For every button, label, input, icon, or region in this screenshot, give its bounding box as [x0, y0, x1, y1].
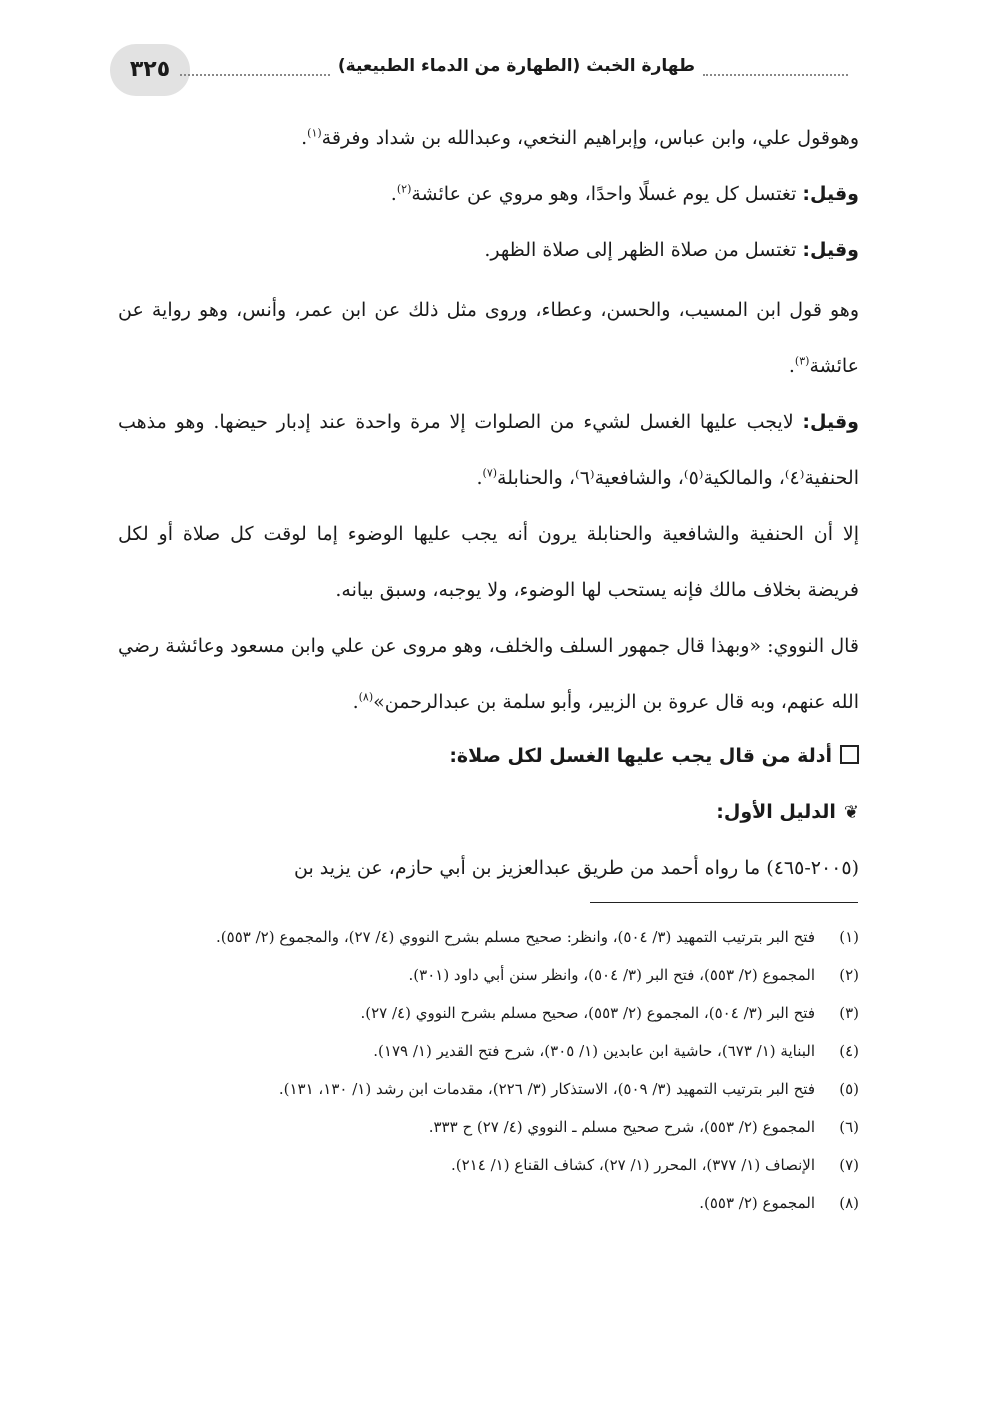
punct: .	[476, 467, 483, 489]
footnote-text: المجموع (٢/ ٥٥٣).	[699, 1194, 815, 1212]
footnote-number: (٤)	[839, 1042, 859, 1060]
paragraph-2	[118, 166, 859, 222]
footnote-number: (٥)	[839, 1080, 859, 1098]
footnote-5	[115, 1074, 859, 1104]
footnote-2	[115, 960, 859, 990]
paragraph-text: لايجب عليها الغسل لشيء من الصلوات إلا مرة واحدة عند إدبار حيضها. وهو مذهب الحنفية⁽٤⁾، والمالكية⁽٥⁾، والشافعية⁽٦⁾، والحنابلة	[118, 411, 859, 489]
footnote-number: (٨)	[839, 1194, 859, 1212]
paragraph-4	[118, 282, 859, 394]
footnote-8	[115, 1188, 859, 1218]
square-outline-icon	[840, 745, 859, 764]
section-heading	[118, 728, 859, 784]
header-dots-left	[180, 74, 330, 76]
paragraph-lead: وقيل:	[802, 183, 859, 205]
paragraph-text: قال النووي: «وبهذا قال جمهور السلف والخلف، وهو مروى عن علي وابن مسعود وعائشة رضي الله عنهم، وبه قال عروة بن الزبير، وأبو سلمة بن عبدالرحمن»	[118, 635, 859, 713]
footnote-text: فتح البر بترتيب التمهيد (٣/ ٥٠٩)، الاستذكار (٣/ ٢٢٦)، مقدمات ابن رشد (١/ ١٣٠، ١٣١).	[278, 1080, 815, 1098]
footnote-text: المجموع (٢/ ٥٥٣)، شرح صحيح مسلم ـ النووي (٤/ ٢٧) ح ٣٣٣.	[428, 1118, 815, 1136]
punct: .	[352, 691, 359, 713]
running-title-text: طهارة الخبث (الطهارة من الدماء الطبيعية)	[330, 56, 703, 76]
footnote-number: (١)	[839, 928, 859, 946]
footnote-text: الإنصاف (١/ ٣٧٧)، المحرر (١/ ٢٧)، كشاف القناع (١/ ٢١٤).	[451, 1156, 815, 1174]
footnote-text: فتح البر (٣/ ٥٠٤)، المجموع (٢/ ٥٥٣)، صحيح مسلم بشرح النووي (٤/ ٢٧).	[360, 1004, 815, 1022]
footnote-6	[115, 1112, 859, 1142]
footnote-3	[115, 998, 859, 1028]
footnote-ref[interactable]: (١)	[307, 126, 322, 140]
paragraph-text: إلا أن الحنفية والشافعية والحنابلة يرون أنه يجب عليها الوضوء إما لوقت كل صلاة أو لكل فريضة بخلاف مالك فإنه يستحب لها الوضوء، ولا يوجبه، وسبق بيانه.	[118, 523, 859, 601]
footnote-number: (٧)	[839, 1156, 859, 1174]
sub-heading	[118, 784, 859, 841]
paragraph-text: وهو قول ابن المسيب، والحسن، وعطاء، وروى مثل ذلك عن ابن عمر، وأنس، وهو رواية عن عائشة	[118, 299, 859, 377]
paragraph-last	[118, 840, 859, 896]
paragraph-1	[118, 110, 859, 166]
paragraph-text: تغتسل من صلاة الظهر إلى صلاة الظهر.	[484, 239, 803, 261]
punct: .	[301, 127, 308, 149]
leaf-icon: ❦	[843, 802, 859, 823]
paragraph-7	[118, 618, 859, 730]
footnote-ref[interactable]: (٧)	[482, 466, 498, 480]
footnote-text: المجموع (٢/ ٥٥٣)، فتح البر (٣/ ٥٠٤)، وانظر سنن أبي داود (٣٠١).	[408, 966, 815, 984]
paragraph-text: (٢٠٠٥-٤٦٥) ما رواه أحمد من طريق عبدالعزيز بن أبي حازم، عن يزيد بن	[294, 857, 859, 879]
paragraph-text: وهوقول علي، وابن عباس، وإبراهيم النخعي، وعبدالله بن شداد وفرقة	[321, 127, 859, 149]
page-number: ٣٢٥	[110, 44, 190, 96]
footnote-number: (٢)	[839, 966, 859, 984]
footnotes	[115, 922, 859, 1226]
header-dots-right	[703, 74, 848, 76]
footnote-text: فتح البر بترتيب التمهيد (٣/ ٥٠٤)، وانظر: صحيح مسلم بشرح النووي (٤/ ٢٧)، والمجموع (٢/ ٥٥٣).	[216, 928, 815, 946]
paragraph-5	[118, 394, 859, 506]
paragraph-3	[118, 222, 859, 278]
footnote-number: (٣)	[839, 1004, 859, 1022]
footnote-1	[115, 922, 859, 952]
footnote-divider	[590, 902, 858, 903]
footnote-4	[115, 1036, 859, 1066]
section-heading-text: أدلة من قال يجب عليها الغسل لكل صلاة:	[449, 745, 832, 767]
footnote-7	[115, 1150, 859, 1180]
punct: .	[390, 183, 397, 205]
sub-heading-text: الدليل الأول:	[716, 801, 836, 823]
paragraph-text: تغتسل كل يوم غسلًا واحدًا، وهو مروي عن عائشة	[411, 183, 803, 205]
footnote-ref[interactable]: (٣)	[794, 354, 810, 368]
paragraph-lead: وقيل:	[802, 411, 859, 433]
footnote-text: البناية (١/ ٦٧٣)، حاشية ابن عابدين (١/ ٣٠٥)، شرح فتح القدير (١/ ١٧٩).	[373, 1042, 815, 1060]
footnote-ref[interactable]: (٢)	[396, 182, 412, 196]
paragraph-lead: وقيل:	[802, 239, 859, 261]
page-header	[110, 44, 848, 96]
punct: .	[788, 355, 795, 377]
footnote-number: (٦)	[839, 1118, 859, 1136]
running-title	[330, 56, 703, 76]
footnote-ref[interactable]: (٨)	[358, 690, 374, 704]
paragraph-6	[118, 506, 859, 618]
